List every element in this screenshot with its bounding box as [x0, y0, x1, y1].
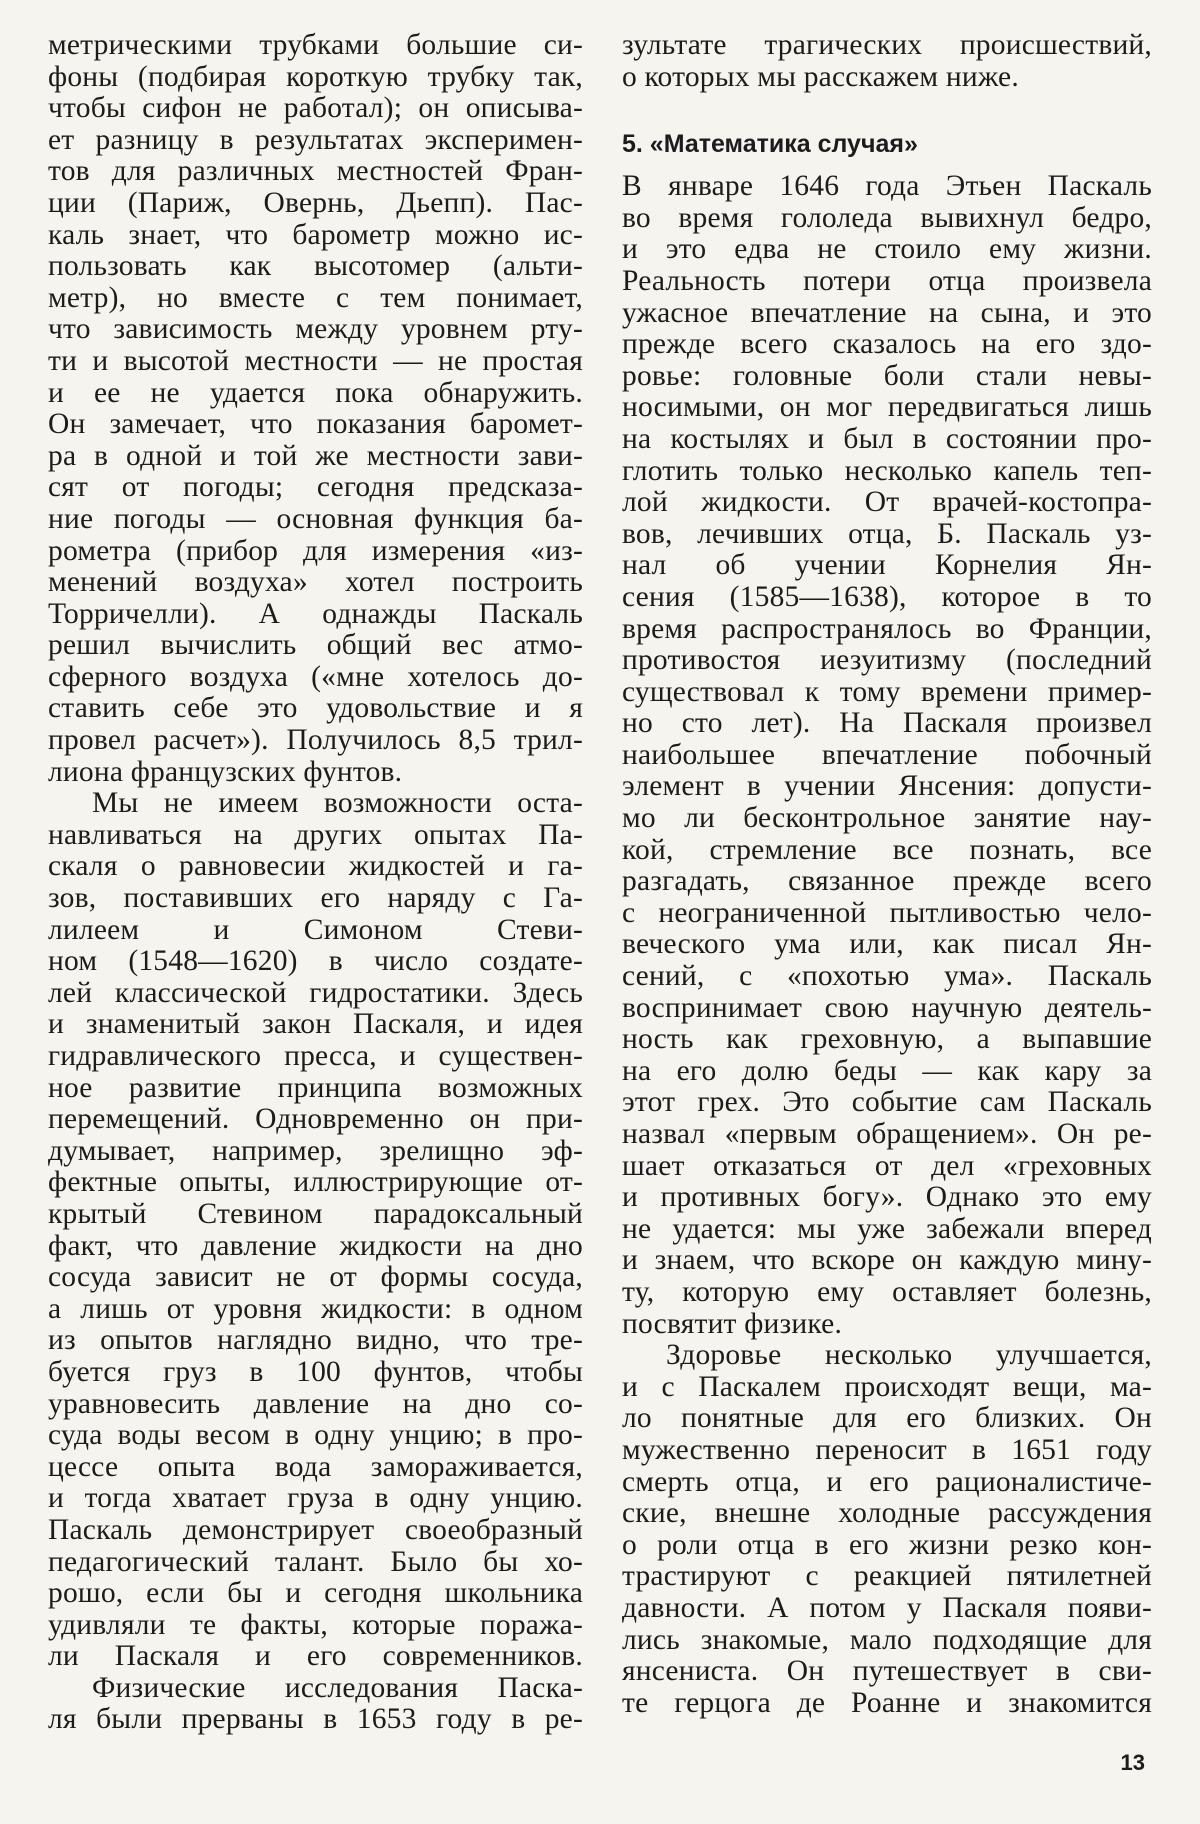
- text-line: зов, поставивших его наряду с Га-: [48, 882, 583, 915]
- text-line: удивляли те факты, которые поража-: [48, 1608, 583, 1641]
- text-line: время распространялось во Франции,: [622, 612, 1152, 645]
- left-column: [48, 30, 583, 1736]
- right-column: [622, 30, 1152, 1719]
- text-line: перемещений. Одновременно он при-: [48, 1103, 583, 1136]
- text-line: этот грех. Это событие сам Паскаль: [622, 1086, 1152, 1119]
- text-line: тов для различных местностей Фран-: [48, 155, 583, 188]
- text-line: думывает, например, зрелищно эф-: [48, 1134, 583, 1167]
- text-line: ровье: головные боли стали невы-: [622, 359, 1152, 392]
- text-line: и тогда хватает груза в одну унцию.: [48, 1482, 583, 1515]
- text-line: ние погоды — основная функция ба-: [48, 502, 583, 535]
- text-line: Здоровье несколько улучшается,: [666, 1339, 1152, 1372]
- text-line: ет разницу в результатах эксперимен-: [48, 123, 583, 156]
- text-line: Он замечает, что показания баромет-: [48, 408, 583, 441]
- text-line: навливаться на других опытах Па-: [48, 818, 583, 851]
- text-line: ном (1548—1620) в число создате-: [48, 945, 583, 978]
- text-line: сферного воздуха («мне хотелось до-: [48, 660, 583, 693]
- text-line: суда воды весом в одну унцию; в про-: [48, 1419, 583, 1452]
- section-heading: 5. «Математика случая»: [622, 130, 918, 159]
- text-line: что зависимость между уровнем рту-: [48, 313, 583, 346]
- text-line: мо ли бесконтрольное занятие нау-: [622, 802, 1152, 835]
- text-line: буется груз в 100 фунтов, чтобы: [48, 1355, 583, 1388]
- text-line: ти и высотой местности — не простая: [48, 344, 583, 377]
- text-line: разгадать, связанное прежде всего: [622, 865, 1152, 898]
- text-line: факт, что давление жидкости на дно: [48, 1229, 583, 1262]
- text-line: решил вычислить общий вес атмо-: [48, 629, 583, 662]
- text-line: ужасное впечатление на сына, и это: [622, 296, 1152, 329]
- text-line: веческого ума или, как писал Ян-: [622, 928, 1152, 961]
- text-line: фектные опыты, иллюстрирующие от-: [48, 1166, 583, 1199]
- text-line: давности. А потом у Паскаля появи-: [622, 1591, 1152, 1624]
- text-line: прежде всего сказалось на его здо-: [622, 328, 1152, 361]
- text-line: ное развитие принципа возможных: [48, 1071, 583, 1104]
- text-line: зультате трагических происшествий,: [622, 29, 1152, 61]
- text-line: и противных богу». Однако это ему: [622, 1181, 1152, 1214]
- text-line: и знаем, что вскоре он каждую мину-: [622, 1244, 1152, 1277]
- text-line: лилеем и Симоном Стеви-: [48, 913, 583, 946]
- text-line: уравновесить давление на дно со-: [48, 1387, 583, 1420]
- text-line: пользовать как высотомер (альти-: [48, 250, 583, 283]
- text-line: существовал к тому времени пример-: [622, 675, 1152, 708]
- text-line: наибольшее впечатление побочный: [622, 738, 1152, 771]
- text-line: фоны (подбирая короткую трубку так,: [48, 60, 583, 93]
- text-line: нал об учении Корнелия Ян-: [622, 549, 1152, 582]
- text-line: Реальность потери отца произвела: [622, 264, 1152, 297]
- text-line: глотить только несколько капель теп-: [622, 454, 1152, 487]
- text-line: сений, с «похотью ума». Паскаль: [622, 960, 1152, 993]
- text-line: лей классической гидростатики. Здесь: [48, 976, 583, 1009]
- text-line: чтобы сифон не работал); он описыва-: [48, 92, 583, 125]
- text-line: ту, которую ему оставляет болезнь,: [622, 1275, 1152, 1308]
- text-line: гидравлического пресса, и существен-: [48, 1040, 583, 1072]
- text-line: вов, лечивших отца, Б. Паскаль уз-: [622, 517, 1152, 550]
- text-line: Физические исследования Паска-: [92, 1671, 583, 1704]
- text-line: из опытов наглядно видно, что тре-: [48, 1324, 583, 1357]
- text-line: и это едва не стоило ему жизни.: [622, 233, 1152, 266]
- text-line: трастируют с реакцией пятилетней: [622, 1560, 1152, 1593]
- text-line: носимыми, он мог передвигаться лишь: [622, 391, 1152, 424]
- text-line: посвятит физике.: [622, 1307, 843, 1340]
- text-line: лой жидкости. От врачей-костопра-: [622, 486, 1152, 519]
- text-line: мужественно переносит в 1651 году: [622, 1433, 1152, 1466]
- text-line: метр), но вместе с тем понимает,: [48, 281, 583, 314]
- text-line: рометра (прибор для измерения «из-: [48, 534, 583, 567]
- text-line: кой, стремление все познать, все: [622, 833, 1152, 866]
- text-line: крытый Стевином парадоксальный: [48, 1197, 583, 1230]
- text-line: о роли отца в его жизни резко кон-: [622, 1528, 1152, 1561]
- text-line: назвал «первым обращением». Он ре-: [622, 1118, 1152, 1150]
- text-line: сения (1585—1638), которое в то: [622, 580, 1152, 613]
- text-line: педагогический талант. Было бы хо-: [48, 1545, 583, 1578]
- text-line: Паскаль демонстрирует своеобразный: [48, 1513, 583, 1546]
- text-line: ля были прерваны в 1653 году в ре-: [48, 1703, 583, 1736]
- text-line: а лишь от уровня жидкости: в одном: [48, 1292, 583, 1325]
- text-line: ли Паскаля и его современников.: [48, 1640, 583, 1673]
- text-line: лиона французских фунтов.: [48, 755, 403, 788]
- text-line: воспринимает свою научную деятель-: [622, 991, 1152, 1024]
- text-line: скаля о равновесии жидкостей и га-: [48, 850, 583, 883]
- text-line: сят от погоды; сегодня предсказа-: [48, 471, 583, 504]
- text-line: ции (Париж, Овернь, Дьепп). Пас-: [48, 186, 583, 219]
- text-line: на его долю беды — как кару за: [622, 1054, 1152, 1087]
- text-line: каль знает, что барометр можно ис-: [48, 218, 583, 251]
- text-line: на костылях и был в состоянии про-: [622, 422, 1152, 455]
- text-line: не удается: мы уже забежали вперед: [622, 1212, 1152, 1245]
- text-line: метрическими трубками большие си-: [48, 29, 583, 61]
- text-line: ские, внешне холодные рассуждения: [622, 1497, 1152, 1530]
- text-line: те герцога де Роанне и знакомится: [622, 1686, 1152, 1719]
- text-line: и ее не удается пока обнаружить.: [48, 376, 583, 409]
- page-number: 13: [1120, 1750, 1145, 1775]
- text-line: провел расчет»). Получилось 8,5 трил-: [48, 724, 583, 757]
- text-line: ность как греховную, а выпавшие: [622, 1023, 1152, 1056]
- text-line: элемент в учении Янсения: допусти-: [622, 770, 1152, 803]
- text-line: янсениста. Он путешествует в сви-: [622, 1655, 1152, 1688]
- text-line: о которых мы расскажем ниже.: [622, 60, 1019, 93]
- text-line: противостоя иезуитизму (последний: [622, 644, 1152, 677]
- text-line: Торричелли). А однажды Паскаль: [48, 597, 583, 630]
- text-line: смерть отца, и его рационалистиче-: [622, 1465, 1152, 1498]
- text-line: во время гололеда вывихнул бедро,: [622, 201, 1152, 234]
- text-line: Мы не имеем возможности оста-: [92, 787, 583, 820]
- text-line: но сто лет). На Паскаля произвел: [622, 707, 1152, 740]
- text-line: менений воздуха» хотел построить: [48, 566, 583, 599]
- text-line: В январе 1646 года Этьен Паскаль: [622, 170, 1152, 203]
- text-line: сосуда зависит не от формы сосуда,: [48, 1261, 583, 1294]
- text-line: лись знакомые, мало подходящие для: [622, 1623, 1152, 1656]
- text-line: и с Паскалем происходят вещи, ма-: [622, 1370, 1152, 1403]
- text-line: с неограниченной пытливостью чело-: [622, 896, 1152, 929]
- text-line: ло понятные для его близких. Он: [622, 1402, 1152, 1435]
- text-line: рошо, если бы и сегодня школьника: [48, 1577, 583, 1610]
- text-line: цессе опыта вода замораживается,: [48, 1450, 583, 1483]
- text-line: ра в одной и той же местности зави-: [48, 439, 583, 472]
- text-line: и знаменитый закон Паскаля, и идея: [48, 1008, 583, 1041]
- text-line: шает отказаться от дел «греховных: [622, 1149, 1152, 1182]
- text-line: ставить себе это удовольствие и я: [48, 692, 583, 725]
